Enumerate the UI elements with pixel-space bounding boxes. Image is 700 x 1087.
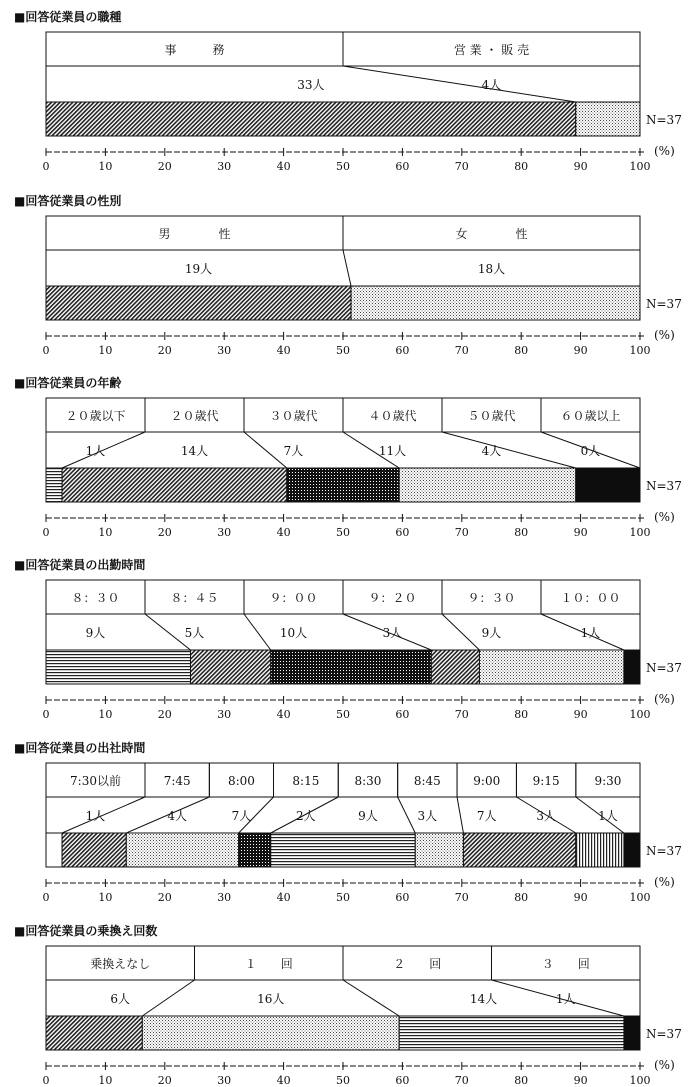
connector-line xyxy=(457,797,463,833)
count-label: 6人 xyxy=(110,992,131,1006)
header-label: ８：３０ xyxy=(71,591,120,605)
header-label: 8:45 xyxy=(413,774,441,788)
header-label: １０：００ xyxy=(560,591,621,605)
chart-panel xyxy=(14,9,682,173)
unit-label: (%) xyxy=(654,144,675,158)
count-label: 5人 xyxy=(184,626,205,640)
n-label: N=37 xyxy=(646,844,682,858)
x-tick-label: 60 xyxy=(395,891,410,904)
x-tick-label: 80 xyxy=(514,526,529,539)
bar-segment xyxy=(576,833,624,867)
count-label: 16人 xyxy=(257,992,285,1006)
bar-segment xyxy=(624,1016,640,1050)
x-tick-label: 60 xyxy=(395,708,410,721)
chart-panel xyxy=(14,193,682,357)
chart-title: ■回答従業員の乗換え回数 xyxy=(14,924,158,938)
connector-line xyxy=(343,250,351,286)
header-label: ３０歳代 xyxy=(269,409,318,423)
x-tick-label: 40 xyxy=(276,526,291,539)
x-tick-label: 30 xyxy=(217,1074,232,1087)
x-tick-label: 100 xyxy=(629,1074,651,1087)
chart-panel xyxy=(14,740,682,904)
x-tick-label: 70 xyxy=(454,708,469,721)
header-label: ３ 回 xyxy=(541,957,590,971)
x-tick-label: 90 xyxy=(573,344,588,357)
x-tick-label: 70 xyxy=(454,891,469,904)
n-label: N=37 xyxy=(646,297,682,311)
count-label: 1人 xyxy=(598,809,618,823)
count-label: 10人 xyxy=(279,626,308,640)
x-tick-label: 60 xyxy=(395,160,410,173)
x-tick-label: 100 xyxy=(629,526,651,539)
count-label: 1人 xyxy=(85,444,106,458)
x-tick-label: 80 xyxy=(514,160,529,173)
x-tick-label: 10 xyxy=(98,526,113,539)
x-tick-label: 10 xyxy=(98,891,113,904)
x-tick-label: 30 xyxy=(217,160,232,173)
chart-title: ■回答従業員の出社時間 xyxy=(14,741,146,755)
count-label: 2人 xyxy=(296,809,316,823)
x-tick-label: 80 xyxy=(514,1074,529,1087)
count-label: 4人 xyxy=(481,444,502,458)
x-tick-label: 60 xyxy=(395,344,410,357)
count-label: 9人 xyxy=(85,626,106,640)
x-tick-label: 50 xyxy=(336,160,350,173)
count-label: 1人 xyxy=(580,626,601,640)
x-tick-label: 0 xyxy=(42,526,50,539)
header-label: ９：２０ xyxy=(368,591,417,605)
x-tick-label: 30 xyxy=(217,708,232,721)
header-label: 9:30 xyxy=(594,774,622,788)
n-label: N=37 xyxy=(646,113,682,127)
count-label: 1人 xyxy=(555,992,576,1006)
x-tick-label: 80 xyxy=(514,344,529,357)
connector-line xyxy=(343,66,576,102)
x-tick-label: 100 xyxy=(629,891,651,904)
x-tick-label: 100 xyxy=(629,708,651,721)
chart-title: ■回答従業員の年齢 xyxy=(14,376,122,390)
header-label: 事 務 xyxy=(164,43,225,57)
count-label: 11人 xyxy=(378,444,407,458)
x-tick-label: 40 xyxy=(276,708,291,721)
x-tick-label: 10 xyxy=(98,160,113,173)
x-tick-label: 40 xyxy=(276,891,291,904)
x-tick-label: 40 xyxy=(276,344,291,357)
header-label: 8:30 xyxy=(354,774,382,788)
chart-title: ■回答従業員の職種 xyxy=(14,10,122,24)
chart-title: ■回答従業員の性別 xyxy=(14,194,122,208)
connector-line xyxy=(398,797,416,833)
x-tick-label: 100 xyxy=(629,344,651,357)
header-label: ２０歳以下 xyxy=(65,409,126,423)
header-label: 乗換えなし xyxy=(90,957,151,971)
x-tick-label: 70 xyxy=(454,526,469,539)
connector-line xyxy=(442,614,479,650)
x-tick-label: 20 xyxy=(157,526,172,539)
bar-segment xyxy=(271,650,432,684)
n-label: N=37 xyxy=(646,661,682,675)
header-label: ２ 回 xyxy=(393,957,442,971)
x-tick-label: 50 xyxy=(336,891,350,904)
x-tick-label: 60 xyxy=(395,1074,410,1087)
x-tick-label: 30 xyxy=(217,344,232,357)
header-label: ８：４５ xyxy=(170,591,219,605)
x-tick-label: 70 xyxy=(454,344,469,357)
count-label: 7人 xyxy=(283,444,304,458)
x-tick-label: 20 xyxy=(157,1074,172,1087)
x-tick-label: 90 xyxy=(573,891,588,904)
chart-panel xyxy=(14,923,682,1087)
count-label: 4人 xyxy=(481,78,502,92)
x-tick-label: 40 xyxy=(276,1074,291,1087)
header-label: 7:30以前 xyxy=(70,774,121,788)
x-tick-label: 0 xyxy=(42,891,50,904)
x-tick-label: 70 xyxy=(454,160,469,173)
count-label: 3人 xyxy=(417,809,438,823)
bar-segment xyxy=(351,286,640,320)
x-tick-label: 30 xyxy=(217,891,232,904)
n-label: N=37 xyxy=(646,479,682,493)
header-label: 8:15 xyxy=(292,774,320,788)
bar-segment xyxy=(46,833,62,867)
count-label: 33人 xyxy=(297,78,325,92)
x-tick-label: 50 xyxy=(336,708,350,721)
bar-segment xyxy=(46,1016,142,1050)
chart-title: ■回答従業員の出勤時間 xyxy=(14,558,146,572)
bar-segment xyxy=(479,650,623,684)
x-tick-label: 90 xyxy=(573,160,588,173)
header-label: １ 回 xyxy=(244,957,293,971)
connector-line xyxy=(142,980,194,1016)
unit-label: (%) xyxy=(654,328,675,342)
x-tick-label: 10 xyxy=(98,708,113,721)
x-tick-label: 60 xyxy=(395,526,410,539)
bar-segment xyxy=(46,286,351,320)
unit-label: (%) xyxy=(654,875,675,889)
count-label: 9人 xyxy=(358,809,378,823)
bar-segment xyxy=(126,833,238,867)
x-tick-label: 50 xyxy=(336,1074,350,1087)
x-tick-label: 50 xyxy=(336,526,350,539)
bar-segment xyxy=(415,833,463,867)
header-label: ９：３０ xyxy=(467,591,516,605)
count-label: 14人 xyxy=(469,992,498,1006)
count-label: 18人 xyxy=(477,262,506,276)
bar-segment xyxy=(142,1016,399,1050)
count-label: 19人 xyxy=(184,262,213,276)
x-tick-label: 70 xyxy=(454,1074,469,1087)
bar-segment xyxy=(46,650,190,684)
x-tick-label: 20 xyxy=(157,344,172,357)
bar-segment xyxy=(576,468,640,502)
connector-line xyxy=(145,614,190,650)
header-label: 女 性 xyxy=(455,227,528,241)
bar-segment xyxy=(62,468,287,502)
x-tick-label: 40 xyxy=(276,160,291,173)
x-tick-label: 50 xyxy=(336,344,350,357)
x-tick-label: 80 xyxy=(514,891,529,904)
x-tick-label: 80 xyxy=(514,708,529,721)
bar-segment xyxy=(62,833,126,867)
header-label: 8:00 xyxy=(227,774,255,788)
header-label: 営 業 ・ 販 売 xyxy=(453,43,530,57)
x-tick-label: 90 xyxy=(573,1074,588,1087)
x-tick-label: 90 xyxy=(573,526,588,539)
header-label: ２０歳代 xyxy=(170,409,219,423)
header-label: ４０歳代 xyxy=(368,409,417,423)
header-label: 9:00 xyxy=(473,774,501,788)
connector-line xyxy=(343,980,399,1016)
bar-segment xyxy=(239,833,271,867)
chart-panel xyxy=(14,557,682,721)
header-label: ９：００ xyxy=(269,591,318,605)
connector-line xyxy=(244,614,271,650)
x-tick-label: 20 xyxy=(157,708,172,721)
bar-segment xyxy=(463,833,575,867)
bar-segment xyxy=(46,102,576,136)
x-tick-label: 100 xyxy=(629,160,651,173)
count-label: 9人 xyxy=(481,626,502,640)
x-tick-label: 30 xyxy=(217,526,232,539)
header-label: ５０歳代 xyxy=(467,409,516,423)
header-label: 9:15 xyxy=(532,774,560,788)
x-tick-label: 20 xyxy=(157,160,172,173)
x-tick-label: 10 xyxy=(98,344,113,357)
x-tick-label: 0 xyxy=(42,344,50,357)
bar-segment xyxy=(576,102,640,136)
header-label: 7:45 xyxy=(163,774,191,788)
count-label: 3人 xyxy=(382,626,403,640)
bar-segment xyxy=(399,468,576,502)
header-label: 男 性 xyxy=(158,227,231,241)
bar-segment xyxy=(399,1016,624,1050)
chart-panel xyxy=(14,375,682,539)
count-label: 3人 xyxy=(536,809,556,823)
x-tick-label: 90 xyxy=(573,708,588,721)
unit-label: (%) xyxy=(654,692,675,706)
bar-segment xyxy=(287,468,399,502)
bar-segment xyxy=(431,650,479,684)
bar-segment xyxy=(190,650,270,684)
header-label: ６０歳以上 xyxy=(560,409,621,423)
x-tick-label: 0 xyxy=(42,708,50,721)
n-label: N=37 xyxy=(646,1027,682,1041)
connector-line xyxy=(244,432,287,468)
x-tick-label: 0 xyxy=(42,160,50,173)
bar-segment xyxy=(271,833,415,867)
unit-label: (%) xyxy=(654,1058,675,1072)
x-tick-label: 0 xyxy=(42,1074,50,1087)
count-label: 14人 xyxy=(180,444,209,458)
count-label: 4人 xyxy=(167,809,187,823)
bar-segment xyxy=(46,468,62,502)
count-label: 7人 xyxy=(231,809,252,823)
bar-segment xyxy=(624,833,640,867)
x-tick-label: 20 xyxy=(157,891,172,904)
count-label: 0人 xyxy=(580,444,601,458)
unit-label: (%) xyxy=(654,510,675,524)
count-label: 7人 xyxy=(476,809,497,823)
count-label: 1人 xyxy=(85,809,106,823)
bar-segment xyxy=(624,650,640,684)
x-tick-label: 10 xyxy=(98,1074,113,1087)
